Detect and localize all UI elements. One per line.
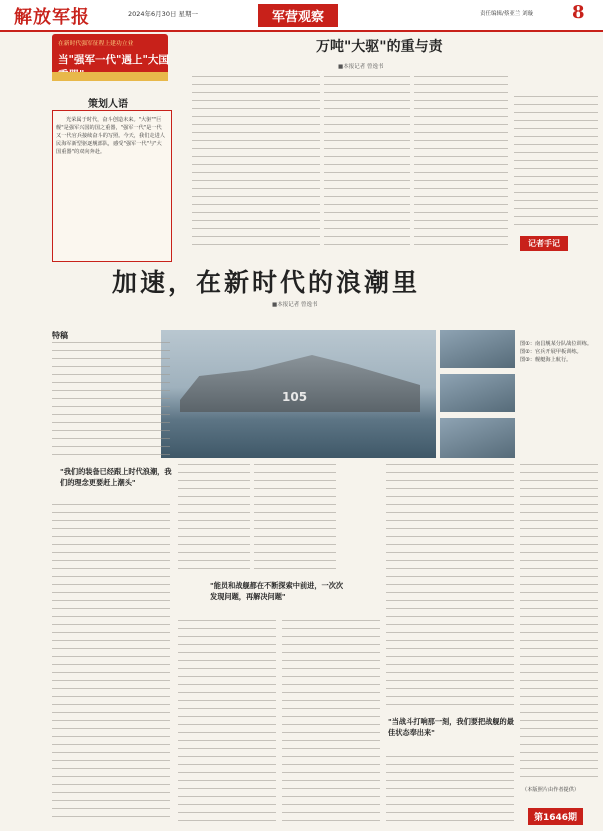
article-2-byline: ■本报记者 曾逸书 xyxy=(272,302,318,308)
photo-captions xyxy=(520,340,598,364)
section-title: 军营观察 xyxy=(258,4,338,27)
article-1-column-4 xyxy=(514,96,598,230)
pull-quote-3: "当战斗打响那一刻，我们要把战舰的最佳状态奉出来" xyxy=(388,717,514,737)
header-rule xyxy=(0,30,603,32)
banner-subtitle: 在新时代强军征程上建功立业 xyxy=(58,41,134,47)
article-2-column-2-top xyxy=(178,464,250,576)
hull-number: 105 xyxy=(282,390,308,404)
special-report-label: 特稿 xyxy=(52,331,68,340)
pull-quote-2: "能员和战舰都在不断探索中前进，一次次发现问题，再解决问题" xyxy=(210,581,344,601)
planner-note-text: 光荣属于时代，奋斗创造未来。"大驱""巨舰"是强军兴国的国之重器，"强军一代"是一代又一代官兵接续奋斗的写照。今天，我们走进人民海军新型驱逐舰部队，感受"强军一代"与"大国重器"的双向奔赴。 xyxy=(56,117,165,155)
article-2-column-1 xyxy=(52,504,170,822)
article-2-column-3 xyxy=(282,620,380,822)
editor-credit: 责任编辑/蔡亚兰 刘璇 xyxy=(480,11,534,17)
article-2-headline: 加速，在新时代的浪潮里 xyxy=(112,268,421,297)
article-2-column-3-top xyxy=(254,464,336,576)
article-2-column-2 xyxy=(178,620,276,822)
caption-3: 图③：舰艇海上航行。 xyxy=(520,357,572,363)
article-1-column-1 xyxy=(192,76,320,252)
caption-1: 图①：南昌舰某分队战位训练。 xyxy=(520,341,593,347)
banner-title: 当"强军一代"遇上"大国 xyxy=(58,54,169,66)
banner-strip xyxy=(52,72,168,81)
article-1-column-2 xyxy=(324,76,410,252)
planner-note-title: 策划人语 xyxy=(88,99,128,110)
article-1-headline: 万吨"大驱"的重与责 xyxy=(316,39,443,55)
reporter-notes-label: 记者手记 xyxy=(520,236,568,251)
photo-credit: （本版照片由作者提供） xyxy=(522,787,580,793)
caption-2: 图②：官兵开展甲板训练。 xyxy=(520,349,582,355)
article-2-column-1-top xyxy=(52,342,170,460)
pull-quote-1: "我们的装备已经跟上时代浪潮，我们的理念更要赶上潮头" xyxy=(60,467,172,487)
issue-date: 2024年6月30日 星期一 xyxy=(128,10,199,18)
thumbnail-photo-2 xyxy=(440,374,515,412)
photo-thumbnails xyxy=(440,330,515,458)
article-1-column-3 xyxy=(414,76,508,252)
thumbnail-photo-1 xyxy=(440,330,515,368)
thumbnail-photo-3 xyxy=(440,418,515,458)
article-2-column-4-bottom xyxy=(386,756,514,822)
article-2-column-5 xyxy=(520,464,598,782)
issue-number-badge: 第1646期 xyxy=(528,808,583,825)
article-2-column-4 xyxy=(386,464,514,710)
page-number: 8 xyxy=(572,2,585,23)
newspaper-logo: 解放军报 xyxy=(14,7,90,28)
article-1-byline: ■本报记者 曾逸书 xyxy=(338,64,384,70)
